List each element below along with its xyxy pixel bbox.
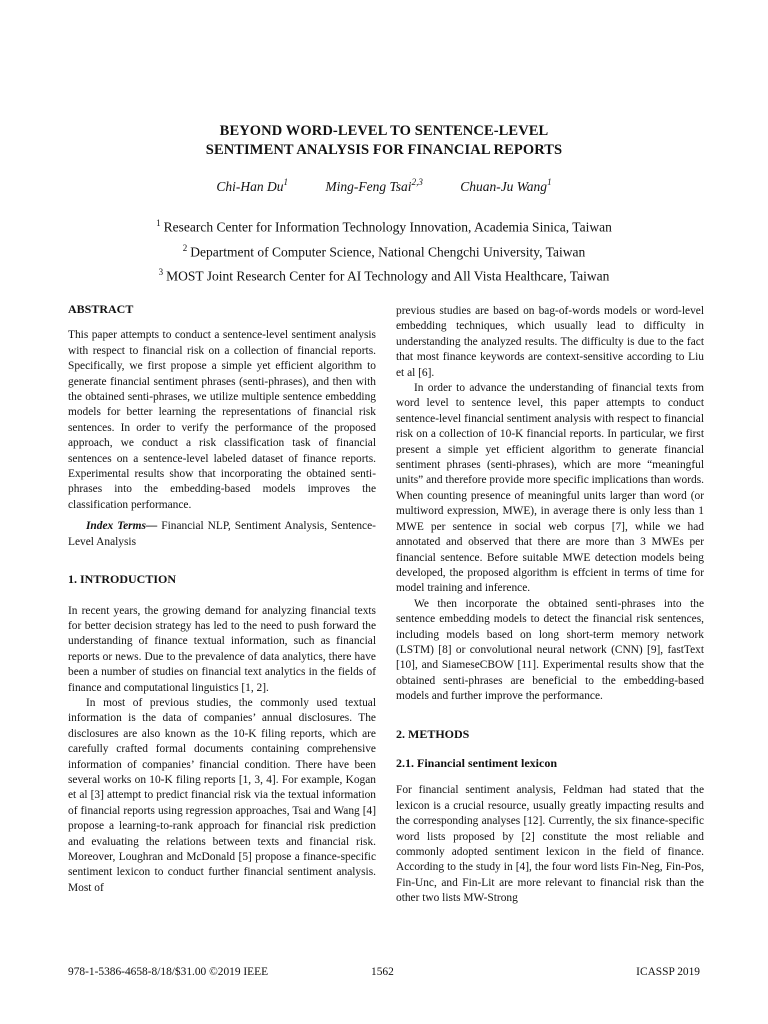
page-number: 1562 [371,966,394,978]
left-column [68,302,376,896]
author-name: Chi-Han Du [216,178,284,194]
author-name: Ming-Feng Tsai [325,178,412,194]
footer-conference: ICASSP 2019 [636,966,700,978]
intro-paragraph-3: previous studies are based on bag-of-words models or word-level embedding techniques, which usually lead to difficulty in understanding the analyzed results. The difficulty is due to the fact that most finance keywords are context-sensitive according to Liu et al [6]. [396,305,704,379]
index-terms-label: Index Terms— [86,520,158,533]
affiliation-1 [0,213,768,238]
affiliation-2 [0,238,768,263]
author-list [0,177,768,195]
affiliation-sup: 3 [158,267,164,277]
paper-title [0,122,768,160]
intro-paragraph-4: In order to advance the understanding of financial texts from word level to sentence level, this paper attempts to conduct sentence-level financial sentiment analysis with respect to financial risk on a collection of 10-K financial reports. In particular, we first present a simple yet efficient algorithm to generate financial sentiment phrases (senti-phrases), which are more “meaningful units” and therefore provide more specific implications than words. When counting presence of meaningful units larger than word (or multiword expression, MWE), in average there is only less than 1 MWE per sentence in social web corpus [7], while we had annotated and observed that there are more than 3 MWEs per financial sentence. Before suitable MWE detection models being developed, the proposed algorithm is effcient in terms of time for model training and inference. [396,382,704,595]
affiliation-sup: 1 [156,218,161,228]
author-3 [460,177,551,195]
title-line-1: BEYOND WORD-LEVEL TO SENTENCE-LEVEL [219,123,549,139]
author-sup: 1 [283,177,289,187]
affiliation-sup: 2 [182,242,188,253]
methods-subheading: 2.1. Financial sentiment lexicon [396,755,557,770]
title-line-2: SENTIMENT ANALYSIS FOR FINANCIAL REPORTS [205,142,563,158]
intro-heading: 1. INTRODUCTION [68,572,177,587]
author-1 [216,177,288,195]
right-column [396,304,704,907]
author-name: Chuan-Ju Wang [460,178,548,194]
intro-paragraph-5: We then incorporate the obtained senti-phrases into the sentence embedding models to detect the financial risk sentences, including models based on long short-term memory network (LSTM) [8] or convolutional neural network (CNN) [9], fastText [10], and SiameseCBOW [11]. Experimental results show that the obtained senti-phrases are beneficial to the embedding-based models and further improve the performance. [396,597,704,703]
affiliation-3 [0,262,768,287]
affiliation-list [0,213,768,287]
index-terms [68,519,376,550]
abstract-heading: ABSTRACT [68,302,134,316]
methods-paragraph-1: For financial sentiment analysis, Feldman had stated that the lexicon is a crucial resource, usually greatly impacting results and the corresponding analyses [12]. Currently, the six finance-specific word lists proposed by [2] constitute the most reliable and commonly adopted sentiment lexicon in the field of finance. According to the study in [4], the four word lists Fin-Neg, Fin-Pos, Fin-Unc, and Fin-Lit are more relevant to financial risk than the other two lists MW-Strong [396,784,704,905]
intro-paragraph-1: In recent years, the growing demand for analyzing financial texts for better decision strategy has led to the need to push forward the understanding of finance textual information, such as financial reports or news. Due to the prevalence of data analytics, there have been a number of studies on financial text analytics in the fields of finance and computational linguistics [1, 2]. [68,604,376,694]
affiliation-text: Research Center for Information Technology Innovation, Academia Sinica, Taiwan [163,219,612,235]
author-sup: 1 [547,177,552,187]
affiliation-text: MOST Joint Research Center for AI Technology and All Vista Healthcare, Taiwan [166,268,610,284]
affiliation-text: Department of Computer Science, National Chengchi University, Taiwan [190,244,586,259]
author-sup: 2,3 [411,177,423,187]
intro-paragraph-2: In most of previous studies, the commonly used textual information is the data of companies’ annual disclosures. The disclosures are also known as the 10-K filing reports, which are carefully crafted formal documents containing comprehensive information of companies’ financial condition. There have been several works on 10-K filing reports [1, 3, 4]. For example, Kogan et al [3] attempt to predict financial risk via the textual information of financial reports using regression approaches, Tsai and Wang [4] propose a learning-to-rank approach for financial risk prediction and evaluating the relations between texts and financial risk. Moreover, Loughran and McDonald [5] propose a finance-specific sentiment lexicon to conduct further financial sentiment analysis. Most of [68,696,376,894]
author-2 [325,177,422,195]
footer-isbn: 978-1-5386-4658-8/18/$31.00 ©2019 IEEE [68,966,269,978]
abstract-text: This paper attempts to conduct a sentence-level sentiment analysis with respect to financial risk on a collection of financial reports. Specifically, we first propose a simple yet efficient algorithm to generate financial sentiment phrases (senti-phrases), and then with the obtained senti-phrases, we utilize multiple sentence embedding models for better learning the representations of financial risk sentences. In order to verify the performance of the proposed approach, we conduct a risk classification task of financial sentences on a sentence-level labeled dataset of finance reports. Experimental results show that incorporating the obtained senti-phrases into the embedding-based models improves the classification performance. [68,329,376,511]
methods-heading: 2. METHODS [396,726,470,741]
index-terms-text: Financial NLP, Sentiment Analysis, Sentence-Level Analysis [68,520,376,548]
